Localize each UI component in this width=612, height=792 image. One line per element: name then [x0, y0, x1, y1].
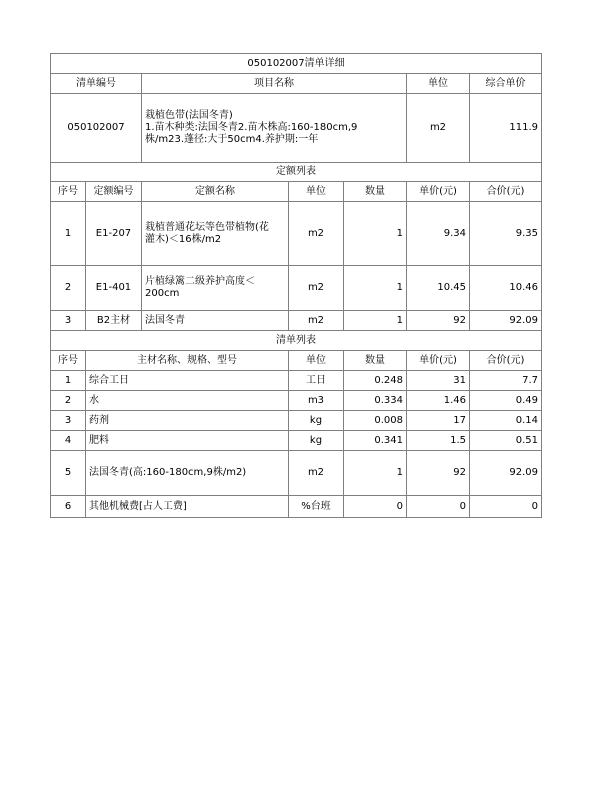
material-row-total: 7.7: [470, 371, 542, 391]
materials-section-title: 清单列表: [51, 331, 542, 351]
item-description: [142, 94, 407, 163]
bill-code: 050102007: [51, 94, 142, 163]
quota-row-price: 9.34: [407, 202, 470, 266]
material-row-unit: m2: [289, 451, 344, 496]
materials-header-unit: 单位: [289, 351, 344, 371]
quota-row-no: 2: [51, 266, 86, 311]
material-row-unit: kg: [289, 431, 344, 451]
material-row-qty: 0.248: [344, 371, 407, 391]
quota-row-name: 法国冬青: [142, 311, 289, 331]
quota-row-name-line: 栽植普通花坛等色带植物(花: [145, 221, 269, 233]
material-row: [51, 431, 542, 451]
quota-row-qty: 1: [344, 202, 407, 266]
item-name: 栽植色带(法国冬青): [145, 110, 233, 121]
quota-header-name: 定额名称: [142, 182, 289, 202]
quota-header-qty: 数量: [344, 182, 407, 202]
material-row-qty: 0: [344, 496, 407, 518]
quota-row-name-line: 灌木)＜16株/m2: [145, 233, 222, 245]
item-price: 111.9: [470, 94, 542, 163]
material-row-name: 其他机械费[占人工费]: [86, 496, 289, 518]
quota-row: [51, 202, 542, 266]
material-row-qty: 0.334: [344, 391, 407, 411]
quota-row-name-line: 片植绿篱二级养护高度＜: [145, 276, 255, 287]
material-row: [51, 411, 542, 431]
quota-row-code: B2主材: [86, 311, 142, 331]
quota-row-total: 10.46: [470, 266, 542, 311]
quota-row-name: [142, 202, 289, 266]
quota-row-qty: 1: [344, 266, 407, 311]
material-row-unit: %台班: [289, 496, 344, 518]
quota-header-price: 单价(元): [407, 182, 470, 202]
quota-header-unit: 单位: [289, 182, 344, 202]
material-row-name: 综合工日: [86, 371, 289, 391]
material-row-total: 0: [470, 496, 542, 518]
quota-header-no: 序号: [51, 182, 86, 202]
material-row-price: 0: [407, 496, 470, 518]
unit-price-header: 综合单价: [470, 74, 542, 94]
material-row: [51, 371, 542, 391]
quota-row-name: [142, 266, 289, 311]
material-row-price: 31: [407, 371, 470, 391]
quota-row-unit: m2: [289, 266, 344, 311]
material-row-no: 3: [51, 411, 86, 431]
material-row-name: 肥料: [86, 431, 289, 451]
quota-row-no: 1: [51, 202, 86, 266]
material-row-no: 1: [51, 371, 86, 391]
quota-row-total: 92.09: [470, 311, 542, 331]
quota-row-qty: 1: [344, 311, 407, 331]
quota-row-no: 3: [51, 311, 86, 331]
material-row-unit: 工日: [289, 371, 344, 391]
material-row: [51, 391, 542, 411]
material-row-qty: 0.008: [344, 411, 407, 431]
material-row-name: 水: [86, 391, 289, 411]
quota-header-code: 定额编号: [86, 182, 142, 202]
material-row-qty: 1: [344, 451, 407, 496]
material-row-unit: m3: [289, 391, 344, 411]
material-row-price: 1.5: [407, 431, 470, 451]
item-name-header: 项目名称: [142, 74, 407, 94]
material-row-total: 92.09: [470, 451, 542, 496]
material-row-no: 5: [51, 451, 86, 496]
material-row-no: 4: [51, 431, 86, 451]
material-row: [51, 451, 542, 496]
material-row: [51, 496, 542, 518]
material-row-qty: 0.341: [344, 431, 407, 451]
item-spec-line-1: 1.苗木种类:法国冬青2.苗木株高:160-180cm,9: [145, 122, 358, 133]
quota-row-price: 92: [407, 311, 470, 331]
quota-row-code: E1-401: [86, 266, 142, 311]
materials-header-price: 单价(元): [407, 351, 470, 371]
material-row-total: 0.14: [470, 411, 542, 431]
material-row-name: 药剂: [86, 411, 289, 431]
material-row-unit: kg: [289, 411, 344, 431]
quota-row: [51, 311, 542, 331]
item-spec-line-2: 株/m23.蓬径:大于50cm4.养护期:一年: [145, 134, 319, 145]
quota-row: [51, 266, 542, 311]
quota-row-total: 9.35: [470, 202, 542, 266]
quota-row-price: 10.45: [407, 266, 470, 311]
bill-detail-table: [50, 53, 542, 518]
item-unit: m2: [407, 94, 470, 163]
materials-header-no: 序号: [51, 351, 86, 371]
quota-row-unit: m2: [289, 311, 344, 331]
material-row-name: 法国冬青(高:160-180cm,9株/m2): [86, 451, 289, 496]
quota-row-code: E1-207: [86, 202, 142, 266]
material-row-price: 92: [407, 451, 470, 496]
materials-header-total: 合价(元): [470, 351, 542, 371]
material-row-no: 6: [51, 496, 86, 518]
quota-row-name-line: 200cm: [145, 288, 180, 299]
material-row-total: 0.51: [470, 431, 542, 451]
quota-section-title: 定额列表: [51, 163, 542, 182]
material-row-total: 0.49: [470, 391, 542, 411]
table-title: 050102007清单详细: [51, 54, 542, 74]
materials-header-name: 主材名称、规格、型号: [86, 351, 289, 371]
material-row-no: 2: [51, 391, 86, 411]
materials-header-qty: 数量: [344, 351, 407, 371]
unit-header: 单位: [407, 74, 470, 94]
quota-row-unit: m2: [289, 202, 344, 266]
material-row-price: 17: [407, 411, 470, 431]
quota-header-total: 合价(元): [470, 182, 542, 202]
bill-code-header: 清单编号: [51, 74, 142, 94]
material-row-price: 1.46: [407, 391, 470, 411]
